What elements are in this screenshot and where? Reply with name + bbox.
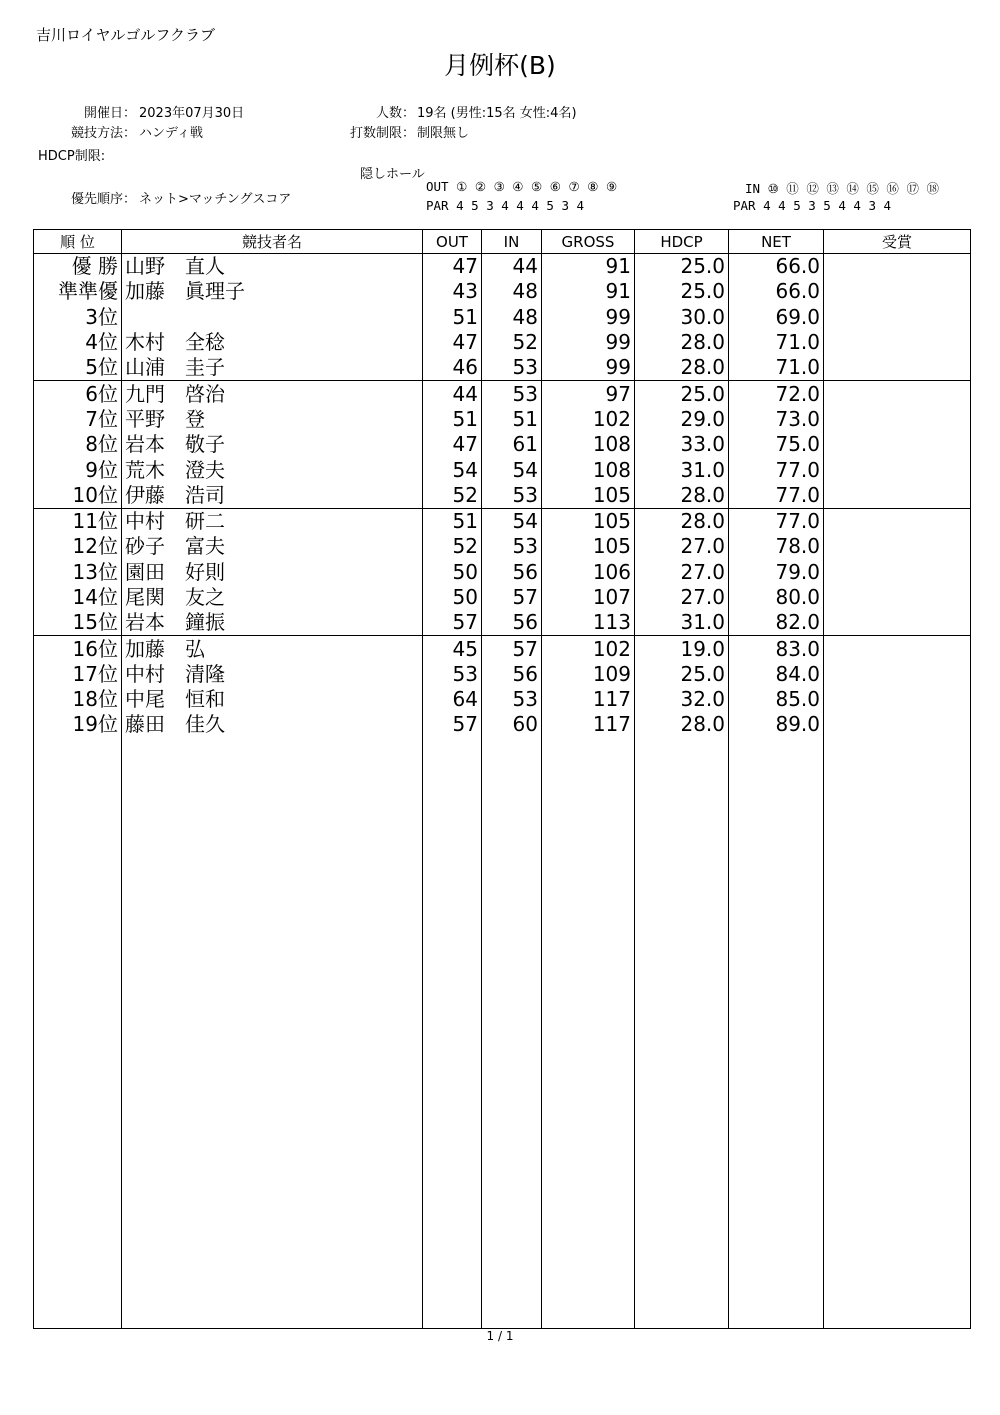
cell-net: 75.0 — [729, 432, 824, 457]
cell-in: 48 — [482, 305, 542, 330]
cell-in: 52 — [482, 330, 542, 355]
col-award: 受賞 — [824, 230, 971, 254]
cell-gross: 91 — [542, 254, 635, 280]
cell-in: 60 — [482, 712, 542, 737]
cell-out: 53 — [423, 662, 482, 687]
cell-gross: 107 — [542, 585, 635, 610]
cell-hdcp: 33.0 — [635, 432, 729, 457]
table-empty-space — [34, 738, 971, 1329]
table-row — [34, 508, 971, 534]
cell-in: 61 — [482, 432, 542, 457]
empty-cell — [482, 738, 542, 1329]
priority-value: ネット>マッチングスコア — [139, 192, 292, 207]
cell-award — [824, 305, 971, 330]
cell-award — [824, 534, 971, 559]
cell-award — [824, 381, 971, 407]
stroke-limit-value: 制限無し — [417, 126, 470, 141]
cell-name: 中村 研二 — [122, 508, 423, 534]
cell-out: 51 — [423, 305, 482, 330]
cell-name: 藤田 佳久 — [122, 712, 423, 737]
cell-gross: 113 — [542, 610, 635, 636]
cell-gross: 99 — [542, 355, 635, 381]
table-row — [34, 279, 971, 304]
cell-award — [824, 585, 971, 610]
cell-out: 47 — [423, 254, 482, 280]
cell-gross: 117 — [542, 712, 635, 737]
col-net: NET — [729, 230, 824, 254]
out-par: PAR 4 5 3 4 4 4 5 3 4 — [426, 198, 585, 213]
club-name: 吉川ロイヤルゴルフクラブ — [36, 26, 215, 44]
cell-hdcp: 31.0 — [635, 457, 729, 482]
cell-out: 51 — [423, 508, 482, 534]
cell-in: 57 — [482, 636, 542, 662]
in-par: PAR 4 4 5 3 5 4 4 3 4 — [733, 198, 892, 213]
cell-award — [824, 457, 971, 482]
cell-name: 九門 啓治 — [122, 381, 423, 407]
cell-net: 77.0 — [729, 483, 824, 509]
empty-cell — [122, 738, 423, 1329]
col-rank: 順 位 — [34, 230, 122, 254]
cell-net: 71.0 — [729, 355, 824, 381]
cell-hdcp: 32.0 — [635, 687, 729, 712]
cell-rank: 16位 — [34, 636, 122, 662]
cell-out: 57 — [423, 610, 482, 636]
results-body — [34, 254, 971, 1329]
cell-name: 加藤 眞理子 — [122, 279, 423, 304]
col-hdcp: HDCP — [635, 230, 729, 254]
cell-net: 77.0 — [729, 508, 824, 534]
cell-net: 83.0 — [729, 636, 824, 662]
cell-out: 52 — [423, 534, 482, 559]
cell-out: 50 — [423, 585, 482, 610]
cell-name: 山野 直人 — [122, 254, 423, 280]
cell-rank: 15位 — [34, 610, 122, 636]
cell-out: 44 — [423, 381, 482, 407]
cell-out: 47 — [423, 330, 482, 355]
cell-award — [824, 560, 971, 585]
table-row — [34, 457, 971, 482]
cell-net: 84.0 — [729, 662, 824, 687]
cell-rank: 14位 — [34, 585, 122, 610]
cell-award — [824, 712, 971, 737]
table-row — [34, 381, 971, 407]
col-name: 競技者名 — [122, 230, 423, 254]
cell-name — [122, 305, 423, 330]
cell-gross: 108 — [542, 457, 635, 482]
cell-award — [824, 636, 971, 662]
cell-gross: 102 — [542, 636, 635, 662]
cell-hdcp: 27.0 — [635, 560, 729, 585]
cell-out: 51 — [423, 407, 482, 432]
cell-gross: 105 — [542, 534, 635, 559]
cell-in: 56 — [482, 560, 542, 585]
empty-cell — [423, 738, 482, 1329]
cell-gross: 97 — [542, 381, 635, 407]
cell-net: 79.0 — [729, 560, 824, 585]
cell-award — [824, 407, 971, 432]
cell-award — [824, 254, 971, 280]
cell-net: 77.0 — [729, 457, 824, 482]
cell-out: 47 — [423, 432, 482, 457]
cell-gross: 117 — [542, 687, 635, 712]
table-row — [34, 687, 971, 712]
cell-rank: 12位 — [34, 534, 122, 559]
cell-hdcp: 27.0 — [635, 585, 729, 610]
cell-net: 78.0 — [729, 534, 824, 559]
stroke-limit-label: 打数制限： — [349, 126, 415, 141]
table-row — [34, 407, 971, 432]
cell-hdcp: 25.0 — [635, 662, 729, 687]
date-value: 2023年07月30日 — [139, 106, 245, 121]
cell-out: 52 — [423, 483, 482, 509]
cell-gross: 105 — [542, 508, 635, 534]
date-label: 開催日： — [83, 106, 136, 121]
cell-gross: 105 — [542, 483, 635, 509]
cell-award — [824, 330, 971, 355]
table-row — [34, 534, 971, 559]
cell-in: 54 — [482, 457, 542, 482]
cell-hdcp: 19.0 — [635, 636, 729, 662]
table-row — [34, 305, 971, 330]
cell-hdcp: 31.0 — [635, 610, 729, 636]
cell-out: 45 — [423, 636, 482, 662]
method-label: 競技方法： — [70, 126, 136, 141]
cell-award — [824, 355, 971, 381]
table-row — [34, 662, 971, 687]
cell-hdcp: 25.0 — [635, 381, 729, 407]
cell-rank: 9位 — [34, 457, 122, 482]
out-holes: OUT ① ② ③ ④ ⑤ ⑥ ⑦ ⑧ ⑨ — [426, 179, 618, 194]
cell-net: 85.0 — [729, 687, 824, 712]
cell-name: 岩本 鐘振 — [122, 610, 423, 636]
col-out: OUT — [423, 230, 482, 254]
cell-hdcp: 28.0 — [635, 355, 729, 381]
cell-in: 53 — [482, 534, 542, 559]
cell-award — [824, 508, 971, 534]
cell-net: 82.0 — [729, 610, 824, 636]
cell-net: 69.0 — [729, 305, 824, 330]
cell-name: 岩本 敬子 — [122, 432, 423, 457]
cell-gross: 91 — [542, 279, 635, 304]
cell-in: 56 — [482, 610, 542, 636]
cell-rank: 優 勝 — [34, 254, 122, 280]
cell-net: 73.0 — [729, 407, 824, 432]
cell-hdcp: 27.0 — [635, 534, 729, 559]
cell-name: 尾関 友之 — [122, 585, 423, 610]
empty-cell — [635, 738, 729, 1329]
cell-name: 平野 登 — [122, 407, 423, 432]
cell-gross: 106 — [542, 560, 635, 585]
cell-name: 加藤 弘 — [122, 636, 423, 662]
cell-out: 57 — [423, 712, 482, 737]
players-label: 人数： — [375, 106, 415, 121]
cell-net: 71.0 — [729, 330, 824, 355]
cell-out: 46 — [423, 355, 482, 381]
table-row — [34, 560, 971, 585]
cell-award — [824, 662, 971, 687]
cell-name: 伊藤 浩司 — [122, 483, 423, 509]
cell-out: 64 — [423, 687, 482, 712]
cell-hdcp: 25.0 — [635, 254, 729, 280]
cell-net: 89.0 — [729, 712, 824, 737]
cell-rank: 13位 — [34, 560, 122, 585]
cell-hdcp: 29.0 — [635, 407, 729, 432]
cell-name: 砂子 富夫 — [122, 534, 423, 559]
cell-gross: 99 — [542, 330, 635, 355]
cell-net: 80.0 — [729, 585, 824, 610]
cell-rank: 17位 — [34, 662, 122, 687]
table-header-row — [34, 230, 971, 254]
empty-cell — [729, 738, 824, 1329]
cell-award — [824, 279, 971, 304]
cell-rank: 3位 — [34, 305, 122, 330]
table-row — [34, 330, 971, 355]
cell-in: 53 — [482, 381, 542, 407]
players-value: 19名 (男性:15名 女性:4名) — [417, 106, 577, 121]
cell-out: 43 — [423, 279, 482, 304]
cell-rank: 5位 — [34, 355, 122, 381]
empty-cell — [824, 738, 971, 1329]
empty-cell — [34, 738, 122, 1329]
cell-name: 荒木 澄夫 — [122, 457, 423, 482]
table-row — [34, 432, 971, 457]
results-table — [33, 229, 971, 1329]
cell-gross: 109 — [542, 662, 635, 687]
cell-gross: 102 — [542, 407, 635, 432]
cell-hdcp: 28.0 — [635, 483, 729, 509]
cell-out: 54 — [423, 457, 482, 482]
cell-rank: 18位 — [34, 687, 122, 712]
cell-rank: 11位 — [34, 508, 122, 534]
priority-label: 優先順序： — [70, 192, 136, 207]
cell-name: 山浦 圭子 — [122, 355, 423, 381]
table-row — [34, 254, 971, 280]
cell-rank: 10位 — [34, 483, 122, 509]
cell-in: 53 — [482, 355, 542, 381]
col-gross: GROSS — [542, 230, 635, 254]
page-number: 1 / 1 — [486, 1329, 514, 1343]
cell-in: 57 — [482, 585, 542, 610]
page-title: 月例杯(B) — [444, 51, 556, 80]
cell-rank: 7位 — [34, 407, 122, 432]
cell-name: 園田 好則 — [122, 560, 423, 585]
cell-name: 木村 全稔 — [122, 330, 423, 355]
cell-in: 51 — [482, 407, 542, 432]
cell-hdcp: 30.0 — [635, 305, 729, 330]
cell-rank: 準準優 — [34, 279, 122, 304]
in-holes: IN ⑩ ⑪ ⑫ ⑬ ⑭ ⑮ ⑯ ⑰ ⑱ — [745, 181, 939, 196]
cell-award — [824, 483, 971, 509]
cell-gross: 108 — [542, 432, 635, 457]
cell-in: 53 — [482, 687, 542, 712]
cell-out: 50 — [423, 560, 482, 585]
cell-rank: 6位 — [34, 381, 122, 407]
cell-hdcp: 25.0 — [635, 279, 729, 304]
cell-rank: 4位 — [34, 330, 122, 355]
hdcp-limit-label: HDCP制限: — [38, 149, 106, 164]
table-row — [34, 355, 971, 381]
table-row — [34, 712, 971, 737]
cell-award — [824, 432, 971, 457]
cell-hdcp: 28.0 — [635, 508, 729, 534]
cell-hdcp: 28.0 — [635, 712, 729, 737]
table-row — [34, 483, 971, 509]
cell-name: 中村 清隆 — [122, 662, 423, 687]
empty-cell — [542, 738, 635, 1329]
cell-net: 72.0 — [729, 381, 824, 407]
method-value: ハンディ戦 — [139, 126, 203, 141]
col-in: IN — [482, 230, 542, 254]
cell-gross: 99 — [542, 305, 635, 330]
table-row — [34, 636, 971, 662]
table-row — [34, 585, 971, 610]
cell-net: 66.0 — [729, 279, 824, 304]
hidden-holes-label: 隠しホール — [360, 167, 425, 182]
cell-in: 48 — [482, 279, 542, 304]
cell-in: 54 — [482, 508, 542, 534]
cell-award — [824, 610, 971, 636]
cell-in: 56 — [482, 662, 542, 687]
table-row — [34, 610, 971, 636]
cell-hdcp: 28.0 — [635, 330, 729, 355]
cell-in: 53 — [482, 483, 542, 509]
cell-name: 中尾 恒和 — [122, 687, 423, 712]
cell-award — [824, 687, 971, 712]
cell-rank: 19位 — [34, 712, 122, 737]
cell-rank: 8位 — [34, 432, 122, 457]
cell-net: 66.0 — [729, 254, 824, 280]
cell-in: 44 — [482, 254, 542, 280]
